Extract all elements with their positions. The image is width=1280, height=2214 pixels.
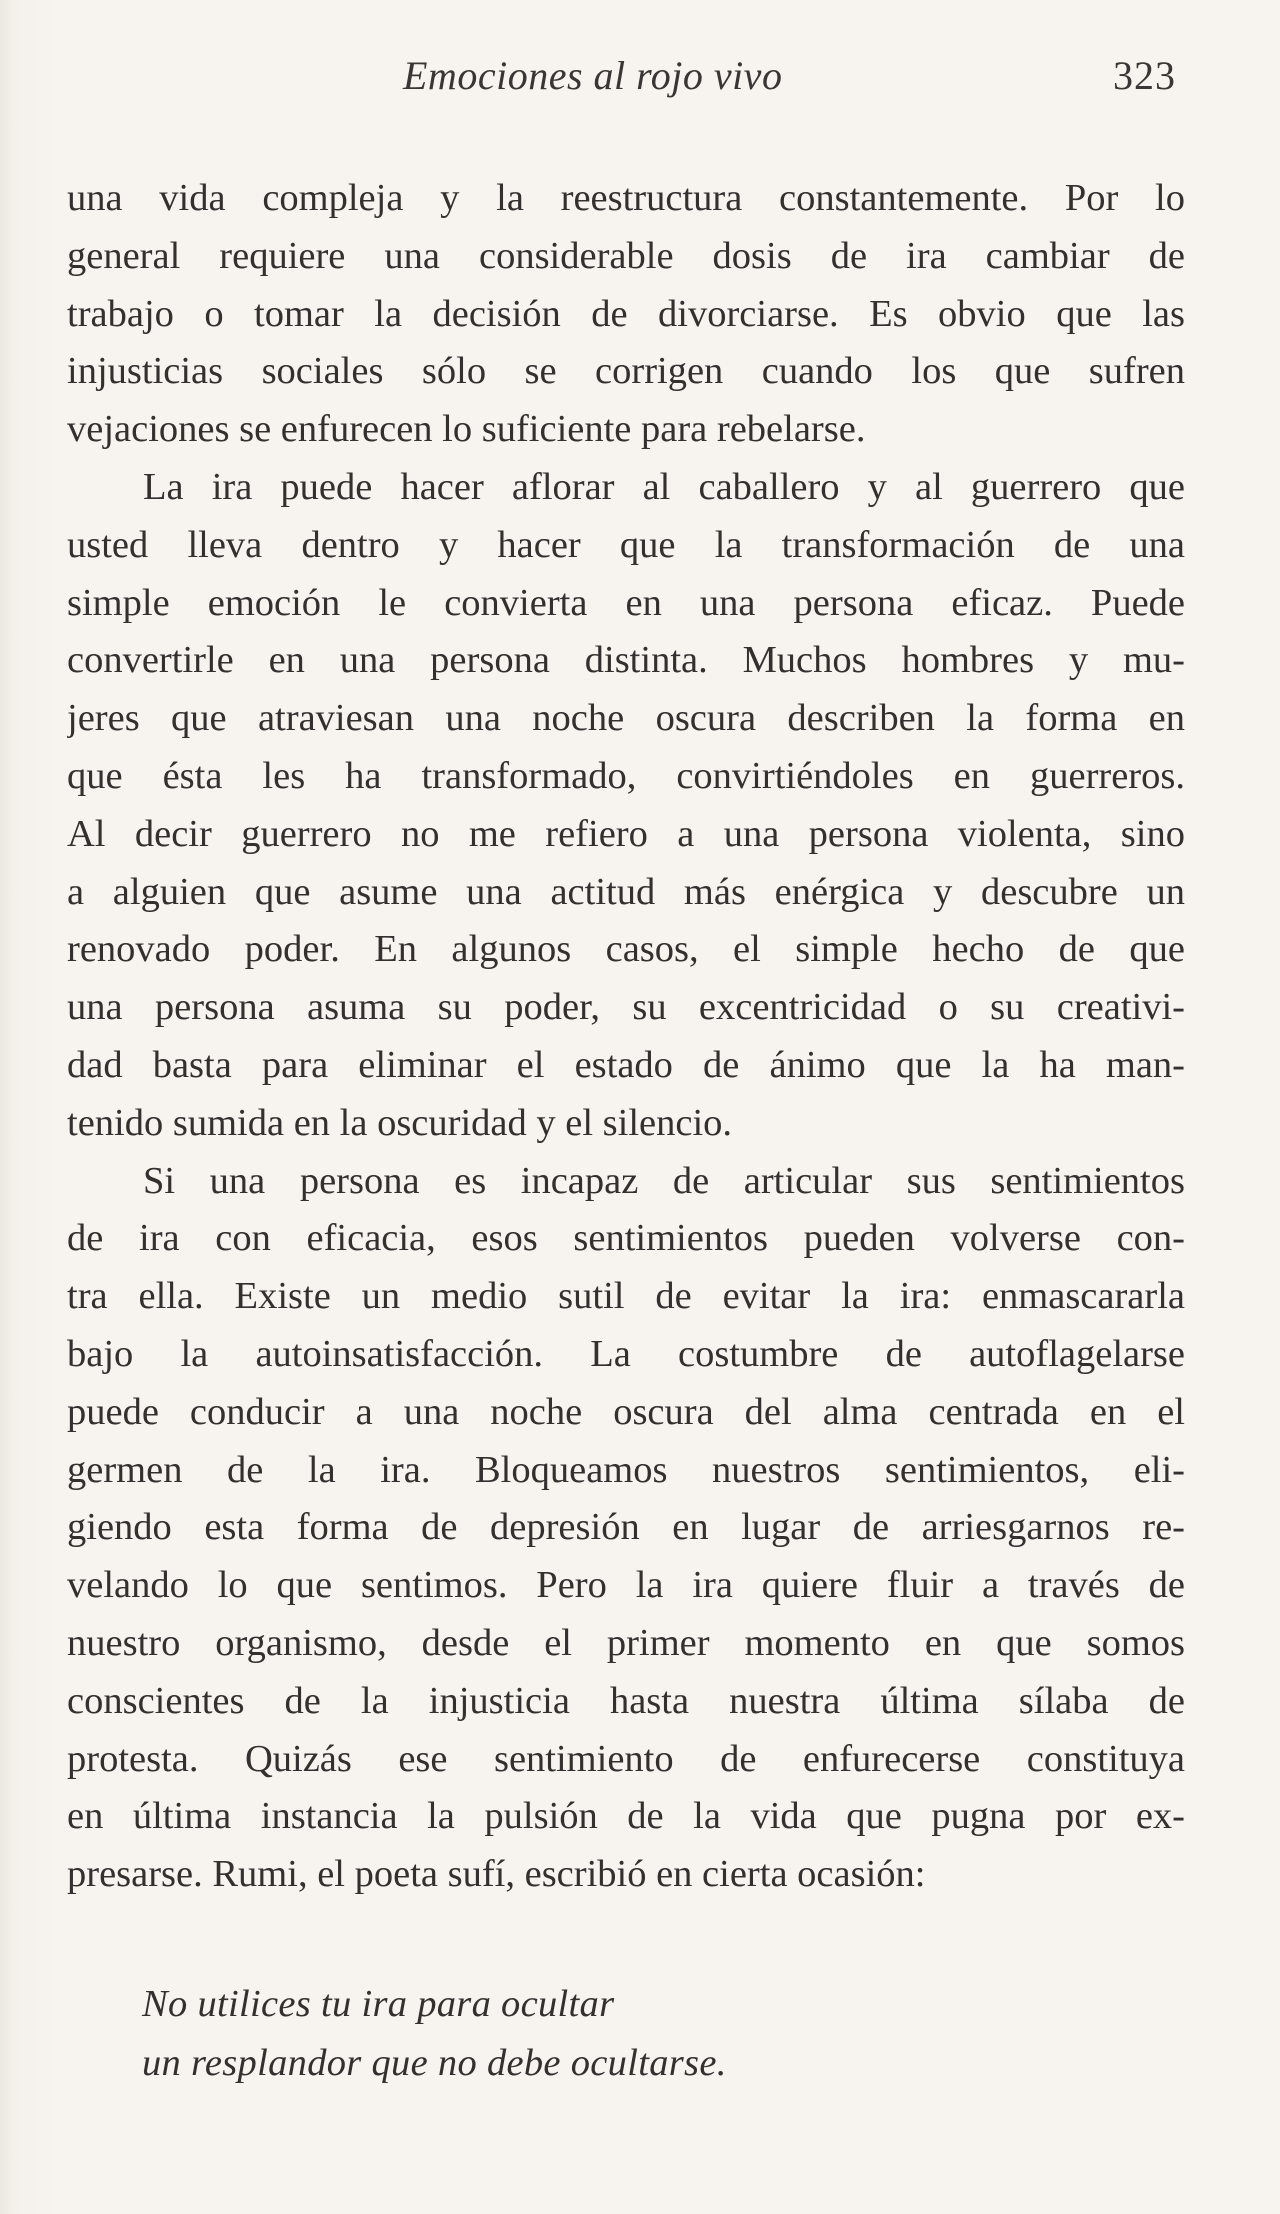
running-head: [0, 52, 1280, 112]
text-line: La ira puede hacer aflorar al caballero y al guerrero que: [143, 465, 1185, 508]
text-line: a alguien que asume una actitud más enérgica y descubre un: [67, 870, 1185, 913]
text-line: una persona asuma su poder, su excentricidad o su creativi-: [67, 986, 1185, 1029]
page-number: 323: [1113, 53, 1176, 98]
text-line: de ira con eficacia, esos sentimientos pueden volverse con-: [67, 1217, 1185, 1260]
verse-line: un resplandor que no debe ocultarse.: [142, 2042, 727, 2084]
text-line: convertirle en una persona distinta. Muchos hombres y mu-: [67, 639, 1185, 682]
text-line: presarse. Rumi, el poeta sufí, escribió en cierta ocasión:: [67, 1853, 926, 1896]
verse-quote: [142, 1975, 727, 2093]
text-line: jeres que atraviesan una noche oscura describen la forma en: [67, 697, 1185, 740]
text-line: vejaciones se enfurecen lo suficiente para rebelarse.: [67, 408, 866, 451]
text-line: giendo esta forma de depresión en lugar de arriesgarnos re-: [67, 1506, 1185, 1549]
text-line: trabajo o tomar la decisión de divorciarse. Es obvio que las: [67, 292, 1185, 335]
text-line: una vida compleja y la reestructura constantemente. Por lo: [67, 177, 1185, 219]
text-line: Al decir guerrero no me refiero a una persona violenta, sino: [67, 812, 1185, 855]
text-line: velando lo que sentimos. Pero la ira quiere fluir a través de: [67, 1564, 1185, 1607]
text-line: general requiere una considerable dosis de ira cambiar de: [67, 234, 1185, 277]
running-title: Emociones al rojo vivo: [403, 53, 783, 98]
text-line: tenido sumida en la oscuridad y el silencio.: [67, 1101, 733, 1144]
text-line: usted lleva dentro y hacer que la transformación de una: [67, 523, 1185, 566]
text-line: tra ella. Existe un medio sutil de evitar la ira: enmascararla: [67, 1275, 1185, 1318]
text-line: puede conducir a una noche oscura del alma centrada en el: [67, 1390, 1185, 1433]
verse-line: No utilices tu ira para ocultar: [142, 1983, 615, 2025]
text-line: que ésta les ha transformado, convirtiéndoles en guerreros.: [67, 754, 1185, 797]
text-line: dad basta para eliminar el estado de ánimo que la ha man-: [67, 1043, 1185, 1086]
text-line: nuestro organismo, desde el primer momento en que somos: [67, 1621, 1185, 1664]
text-line: conscientes de la injusticia hasta nuestra última sílaba de: [67, 1679, 1185, 1722]
text-line: bajo la autoinsatisfacción. La costumbre de autoflagelarse: [67, 1332, 1185, 1375]
text-line: Si una persona es incapaz de articular sus sentimientos: [143, 1159, 1185, 1202]
text-line: protesta. Quizás ese sentimiento de enfurecerse constituya: [67, 1737, 1185, 1780]
text-line: renovado poder. En algunos casos, el simple hecho de que: [67, 928, 1185, 971]
text-line: en última instancia la pulsión de la vida que pugna por ex-: [67, 1795, 1185, 1838]
text-line: simple emoción le convierta en una persona eficaz. Puede: [67, 581, 1185, 624]
text-line: germen de la ira. Bloqueamos nuestros sentimientos, eli-: [67, 1448, 1185, 1491]
text-line: injusticias sociales sólo se corrigen cuando los que sufren: [67, 350, 1185, 393]
body-text: [67, 170, 1185, 1904]
